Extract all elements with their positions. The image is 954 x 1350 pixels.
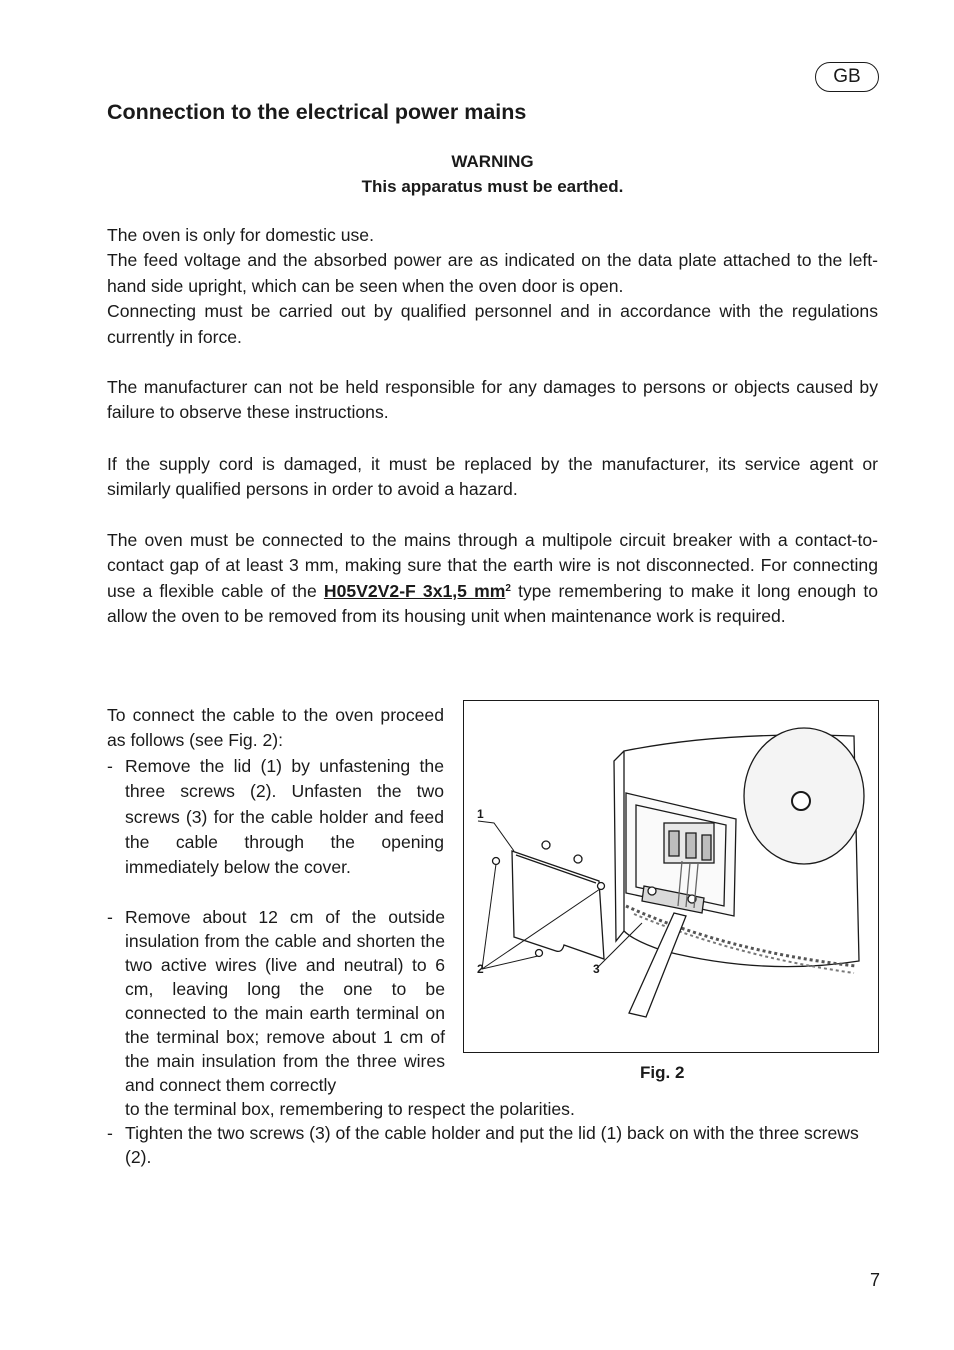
procedure-step-2-cont-text: to the terminal box, remembering to respect the polarities. xyxy=(125,1099,575,1119)
cable-type-superscript: 2 xyxy=(505,582,511,594)
section-title: Connection to the electrical power mains xyxy=(107,100,527,124)
page-number: 7 xyxy=(870,1270,881,1290)
supply-cord-text: If the supply cord is damaged, it must be replaced by the manufacturer, its service agent or similarly qualified persons in order to avoid a hazard. xyxy=(107,454,878,500)
circuit-breaker-text-end: type remembering to make it long enough to allow the oven to be removed from its housing unit when maintenance work is required. xyxy=(107,580,878,627)
procedure-intro: To connect the cable to the oven proceed as follows (see Fig. 2): xyxy=(107,705,444,751)
oven-connection-diagram xyxy=(464,701,878,1052)
warning-text: This apparatus must be earthed. xyxy=(361,177,624,196)
bullet-dash: - xyxy=(107,907,113,927)
circuit-breaker-paragraph xyxy=(107,528,878,630)
figure-label-1: 1 xyxy=(477,807,484,821)
qualified-personnel-text: Connecting must be carried out by qualified personnel and in accordance with the regulations currently in force. xyxy=(107,301,878,347)
circuit-breaker-text xyxy=(107,528,878,630)
supply-cord-paragraph xyxy=(107,452,878,503)
procedure-step-3 xyxy=(107,1121,878,1169)
intro-paragraph xyxy=(107,223,878,350)
circuit-breaker-text-start: The oven must be connected to the mains through a multipole circuit breaker with a contact-to-contact gap of at least 3 mm, making sure that the earth wire is not disconnected. For connecting use a flexible cable of the xyxy=(107,530,878,601)
domestic-use-text: The oven is only for domestic use. xyxy=(107,225,374,245)
figure-2-frame xyxy=(463,700,879,1053)
language-badge: GB xyxy=(815,62,879,92)
procedure-step-3-text: Tighten the two screws (3) of the cable holder and put the lid (1) back on with the three screws (2). xyxy=(125,1123,859,1167)
liability-paragraph xyxy=(107,375,878,426)
procedure-step-2 xyxy=(107,905,463,1097)
procedure-column xyxy=(107,703,444,881)
procedure-step-1 xyxy=(107,754,444,881)
warning-heading: WARNING xyxy=(451,152,534,171)
procedure-step-2-item xyxy=(107,905,445,1097)
voltage-text: The feed voltage and the absorbed power are as indicated on the data plate attached to the left-hand side upright, which can be seen when the oven door is open. xyxy=(107,250,878,296)
figure-caption: Fig. 2 xyxy=(640,1063,685,1082)
procedure-step-2-continued xyxy=(125,1097,878,1121)
procedure-step-3-item xyxy=(107,1121,878,1169)
liability-text: The manufacturer can not be held responsible for any damages to persons or objects caused by failure to observe these instructions. xyxy=(107,377,878,423)
figure-label-2: 2 xyxy=(477,962,484,976)
figure-label-3: 3 xyxy=(593,962,600,976)
procedure-step-2-text: Remove about 12 cm of the outside insulation from the cable and shorten the two active wires (live and neutral) to 6 cm, leaving long the one to be connected to the main earth terminal on the terminal box; remove about 1 cm of the main insulation from the three wires and connect them correctly xyxy=(125,907,445,1095)
bullet-dash: - xyxy=(107,755,113,776)
cable-type: H05V2V2-F 3x1,5 mm xyxy=(323,580,506,601)
procedure-step-1-text: Remove the lid (1) by unfastening the three screws (2). Unfasten the two screws (3) for the cable holder and feed the cable through the opening immediately below the cover. xyxy=(125,755,444,878)
bullet-dash: - xyxy=(107,1123,113,1143)
